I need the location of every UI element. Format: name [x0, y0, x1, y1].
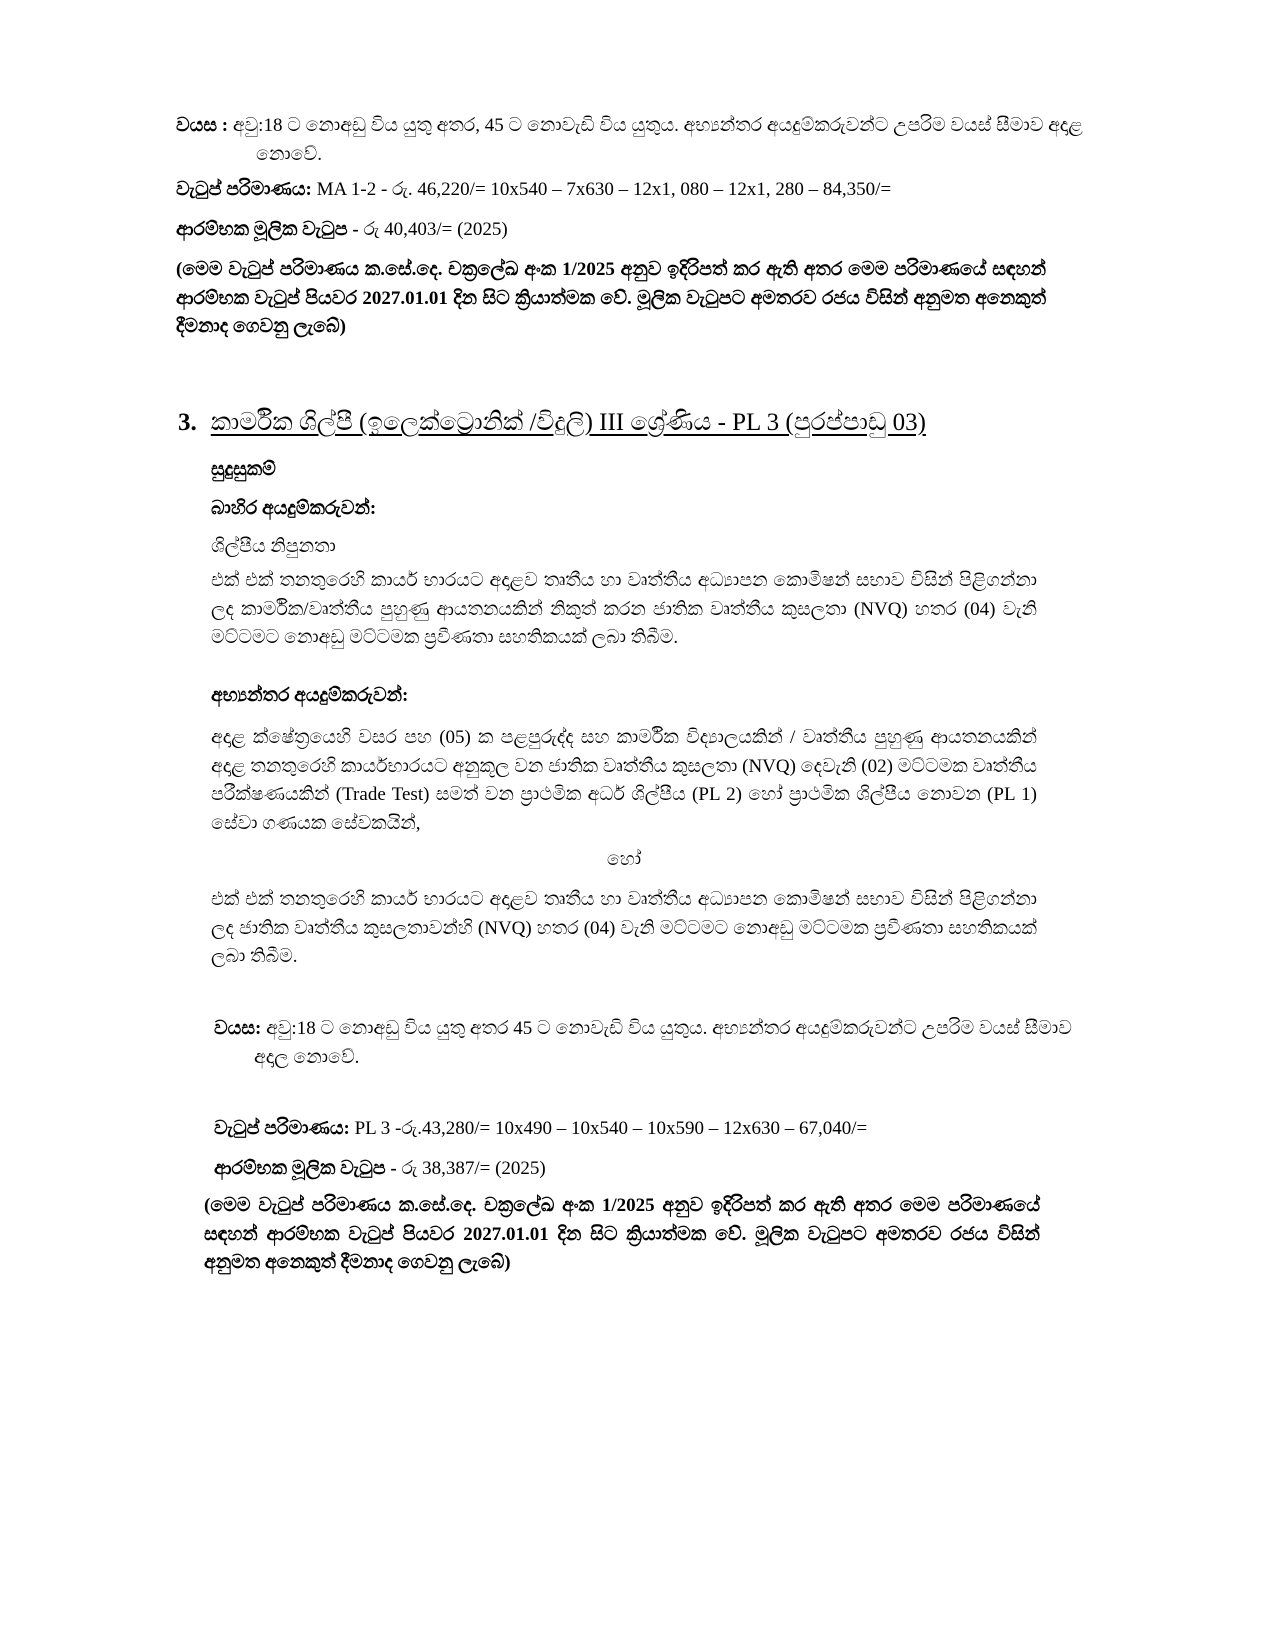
- age-paragraph-2: [214, 1015, 1080, 1072]
- section-heading: [178, 407, 926, 440]
- salary-scale-line-2: [214, 1115, 1040, 1144]
- internal-applicants-text-2: එක් එක් තනතුරෙහි කාර්ය භාරයට අදාළව තෘතීය හා වෘත්තීය අධ්‍යාපන කොමිෂන් සභාව විසින් පිළිගන්නා ලද ජාතික වෘත්තීය කුසලතාවන්හි (NVQ) හතර (04) වැනි මට්ටමට නොඅඩු මට්ටමක ප්‍රවීණතා සහතිකයක් ලබා තිබීම.: [211, 889, 1037, 967]
- salary-note: (මෙම වැටුප් පරිමාණය ක.සේ.දෙ. චක්‍රලේඛ අංක 1/2025 අනුව ඉදිරිපත් කර ඇති අතර මෙම පරිමාණයේ සඳහන් ආරම්භක වැටුප් පියවර 2027.01.01 දින සිට ක්‍රියාත්මක වේ. මූලික වැටුපට අමතරව රජය විසින් අනුමත අනෙකුත් දීමනාද ගෙවනු ලැබේ): [176, 259, 1046, 337]
- initial-salary-text: රු 40,403/= (2025): [363, 219, 508, 240]
- salary-scale-label: වැටුප් පරිමාණය:: [176, 179, 312, 200]
- initial-salary-text-2: රු 38,387/= (2025): [401, 1158, 546, 1179]
- salary-scale-label-2: වැටුප් පරිමාණය:: [214, 1118, 350, 1139]
- internal-applicants-text: අදාළ ක්ෂේත්‍රයෙහි වසර පහ (05) ක පළපුරුද්ද සහ කාර්මික විද්‍යාලයකින් / වෘත්තීය පුහුණු ආයතනයකින් අදාළ තනතුරෙහි කාර්යභාරයට අනුකූල වන ජාතික වෘත්තීය කුසලතා (NVQ) දෙවැනි (02) මට්ටමක වෘත්තීය පරීක්ෂණයකින් (Trade Test) සමත් වන ප්‍රාථමික අර්ධ ශිල්පීය (PL 2) හෝ ප්‍රාථමික ශිල්පීය නොවන (PL 1) සේවා ගණයක සේවකයින්,: [211, 727, 1037, 834]
- section-number: 3.: [178, 409, 197, 436]
- section-title: කාර්මික ශිල්පී (ඉලෙක්ට්‍රොනික් /විදුලි) III ශ්‍රේණිය - PL 3 (පුරප්පාඩු 03): [210, 409, 926, 436]
- initial-salary-line: [176, 216, 976, 245]
- age-label-2: වයස:: [214, 1018, 262, 1039]
- qualifications-heading: සුදුසුකම්: [211, 459, 276, 480]
- initial-salary-label: ආරම්භක මූලික වැටුප -: [176, 219, 359, 240]
- age-paragraph: [176, 112, 1126, 169]
- salary-scale-line: [176, 176, 1076, 205]
- external-applicants-text: එක් එක් තනතුරෙහි කාර්ය භාරයට අදාළව තෘතීය හා වෘත්තීය අධ්‍යාපන කොමිෂන් සභාව විසින් පිළිගන්නා ලද කාර්මික/වෘත්තීය පුහුණු ආයතනයකින් නිකුත් කරන ජාතික වෘත්තීය කුසලතා (NVQ) හතර (04) වැනි මට්ටමට නොඅඩු මට්ටමක ප්‍රවීණතා සහතිකයක් ලබා තිබීම.: [211, 570, 1037, 648]
- skill-heading: ශිල්පීය නිපුනතා: [211, 536, 336, 557]
- salary-scale-text-2: PL 3 -රු.43,280/= 10x490 – 10x540 – 10x590 – 12x630 – 67,040/=: [354, 1118, 868, 1139]
- age-text: අවු:18 ට නොඅඩු විය යුතු අතර, 45 ට නොවැඩි විය යුතුය. අභ්‍යන්තර අයදුම්කරුවන්ට උපරිම වයස් සීමාව අදාළ නොවේ.: [232, 115, 1083, 165]
- or-separator: හෝ: [606, 849, 642, 870]
- initial-salary-label-2: ආරම්භක මූලික වැටුප -: [214, 1158, 397, 1179]
- initial-salary-line-2: [214, 1155, 1040, 1184]
- age-text-2: අවු:18 ට නොඅඩු විය යුතු අතර 45 ට නොවැඩි විය යුතුය. අභ්‍යන්තර අයදුම්කරුවන්ට උපරිම වයස් සීමාව අදාල නොවේ.: [254, 1018, 1072, 1068]
- salary-scale-text: MA 1-2 - රු. 46,220/= 10x540 – 7x630 – 12x1, 080 – 12x1, 280 – 84,350/=: [316, 179, 892, 200]
- internal-applicants-heading: අභ්‍යන්තර අයදුම්කරුවන්:: [211, 685, 409, 706]
- age-label: වයස :: [176, 115, 229, 136]
- external-applicants-heading: බාහිර අයදුම්කරුවන්:: [211, 498, 377, 519]
- salary-note-2: (මෙම වැටුප් පරිමාණය ක.සේ.දෙ. චක්‍රලේඛ අංක 1/2025 අනුව ඉදිරිපත් කර ඇති අතර මෙම පරිමාණයේ සඳහන් ආරම්භක වැටුප් පියවර 2027.01.01 දින සිට ක්‍රියාත්මක වේ. මූලික වැටුපට අමතරව රජය විසින් අනුමත අනෙකුත් දීමනාද ගෙවනු ලැබේ): [204, 1195, 1040, 1273]
